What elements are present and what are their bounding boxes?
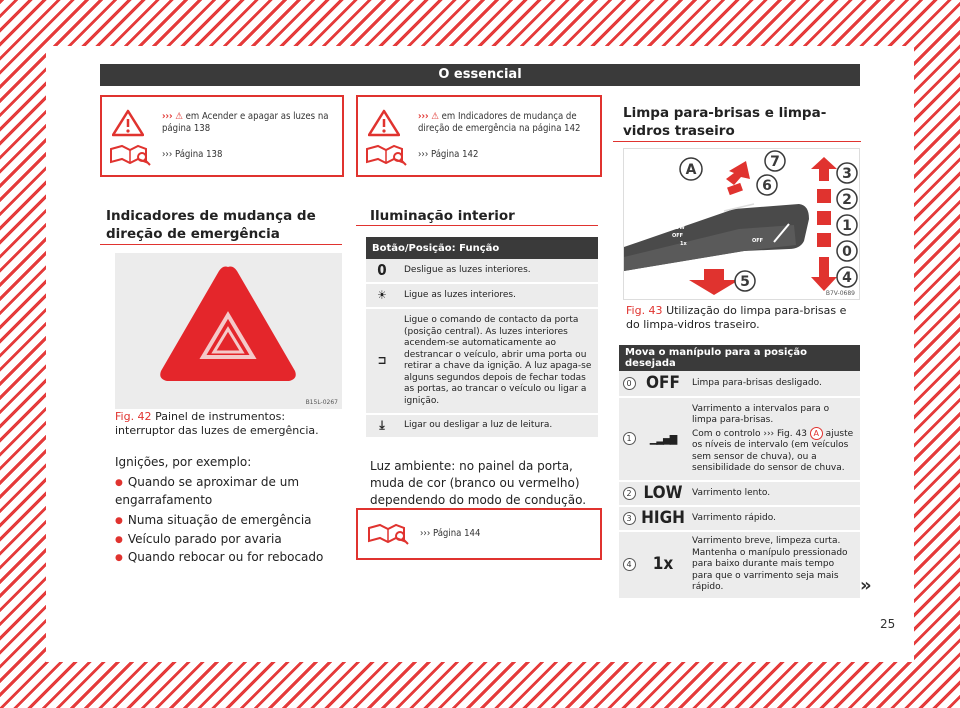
lever-off2-label: OFF [752, 238, 764, 244]
heading-rule [100, 244, 342, 245]
lever-1x-label: 1x [680, 241, 687, 247]
label-6: 6 [762, 178, 772, 194]
warning-icon-small: ⚠ [175, 111, 183, 122]
wiper-lever-image [623, 148, 860, 300]
ref-text: em Indicadores de mudança de direção de emergência na página 142 [418, 111, 581, 134]
reference-box-left [100, 95, 344, 177]
ref-arrow: ››› [418, 111, 429, 122]
figure-caption [626, 304, 862, 332]
table-row [366, 259, 598, 283]
position-1 [817, 211, 831, 225]
callout-badge-a: A [810, 427, 823, 440]
table-row [366, 283, 598, 308]
reference-box-page-144 [356, 508, 602, 560]
text-cell: Varrimento rápido. [687, 506, 860, 531]
intro-text: Ignições, por exemplo: [115, 455, 252, 469]
single-wipe-symbol: 1x [639, 531, 687, 599]
table-row [619, 397, 860, 481]
section-heading-interior-light: Iluminação interior [370, 208, 515, 224]
wiper-position-table [619, 345, 860, 600]
text-cell: Varrimento breve, limpeza curta. Mantenha o manípulo pressionado para baixo durante mais tempo para que o varrimento seja mais rápido. [687, 531, 860, 599]
list-item: ● Veículo parado por avaria [115, 531, 350, 549]
text-cell: Desligue as luzes interiores. [398, 259, 598, 283]
page-number: 25 [880, 617, 896, 631]
row-number: 4 [619, 531, 639, 599]
image-code: B15L-0267 [305, 399, 338, 406]
ref-arrow: ››› [162, 111, 173, 122]
continue-marker: » [860, 575, 872, 596]
label-1: 1 [842, 218, 852, 234]
caption-text: Painel de instrumentos: interruptor das luzes de emergência. [115, 410, 319, 437]
table-row [366, 308, 598, 414]
door-contact-icon: ⊐ [366, 308, 398, 414]
ref-text: em Acender e apagar as luzes na página 138 [162, 111, 329, 134]
book-icon [108, 143, 152, 167]
label-4: 4 [842, 270, 852, 286]
reference-link-2[interactable]: ››› Página 142 [418, 149, 479, 160]
figure-caption [115, 410, 342, 438]
low-symbol: LOW [639, 481, 687, 506]
figure-number: Fig. 42 [115, 410, 152, 423]
position-2 [817, 189, 831, 203]
row-number: 1 [619, 397, 639, 481]
book-icon [366, 522, 410, 546]
heading-rule [613, 141, 861, 142]
list-item: ● Quando rebocar ou for rebocado [115, 549, 350, 567]
arrow-down-4 [811, 257, 837, 291]
text-cell: Ligue as luzes interiores. [398, 283, 598, 308]
high-symbol: HIGH [639, 506, 687, 531]
ambient-light-text: Luz ambiente: no painel da porta, muda de cor (branco ou vermelho) dependendo do modo de condução. [370, 459, 587, 507]
marker-6 [727, 183, 743, 195]
row-number: 2 [619, 481, 639, 506]
warning-icon-small: ⚠ [431, 111, 439, 122]
image-code: B7V-0689 [825, 290, 855, 297]
table-row [619, 506, 860, 531]
text-part: Varrimento a intervalos para o limpa para-brisas. [692, 403, 830, 425]
text-cell: Varrimento lento. [687, 481, 860, 506]
table-header: Mova o manípulo para a posição desejada [619, 345, 860, 371]
text-cell: Ligue o comando de contacto da porta (posição central). As luzes interiores acendem-se automaticamente ao destrancar o veículo, abrir uma porta ou retirar a chave da ignição. A luz apaga-se alguns segundos depois de fechar todas as portas, ao trancar o veículo ou ligar a ignição. [398, 308, 598, 414]
lever-low-label: LOW [672, 225, 685, 231]
caption-text: Utilização do limpa para-brisas e do limpa-vidros traseiro. [626, 304, 847, 331]
table-row [366, 414, 598, 438]
reference-link-2[interactable]: ››› Página 138 [162, 149, 223, 160]
arrow-up-3 [811, 157, 837, 181]
table-header: Botão/Posição: Função [366, 237, 598, 259]
label-A: A [685, 162, 697, 178]
reference-link-1[interactable] [418, 111, 590, 135]
list-item: ● Numa situação de emergência [115, 512, 350, 530]
table-row [619, 481, 860, 506]
text-part: ajuste os níveis de intervalo (em veículos sem sensor de chuva), ou a sensibilidade do sensor de chuva. [692, 428, 854, 473]
row-number: 0 [619, 371, 639, 397]
heading-rule [356, 225, 598, 226]
sun-icon: ☀ [366, 283, 398, 308]
page-header: O essencial [100, 64, 860, 86]
warning-icon [112, 109, 144, 137]
lever-off-label: OFF [672, 233, 684, 239]
interval-icon: ▁▂▄▆ [639, 397, 687, 481]
reference-link-1[interactable] [162, 111, 332, 135]
reference-box-mid [356, 95, 602, 177]
hazard-switch-image [115, 253, 342, 409]
label-2: 2 [842, 192, 852, 208]
section-heading-wipers: Limpa para-brisas e limpa-vidros traseiro [623, 105, 827, 139]
reference-link[interactable]: ››› Página 144 [420, 528, 481, 539]
figure-number: Fig. 43 [626, 304, 663, 317]
book-icon [364, 143, 408, 167]
text-cell [687, 397, 860, 481]
symbol-cell: 0 [366, 259, 398, 283]
off-symbol: OFF [639, 371, 687, 397]
hazard-triangle-icon [115, 253, 342, 409]
lever-high-label: HIGH [672, 217, 687, 223]
table-row [619, 531, 860, 599]
section-heading-hazard: Indicadores de mudança de direção de emergência [106, 208, 316, 242]
row-number: 3 [619, 506, 639, 531]
interior-light-table [366, 237, 598, 439]
reading-light-icon: ⤓ [366, 414, 398, 438]
label-7: 7 [770, 154, 780, 170]
list-item: ● Quando se aproximar de um engarrafamento [115, 474, 350, 509]
position-0 [817, 233, 831, 247]
warning-icon [368, 109, 400, 137]
arrow-up-6 [726, 161, 750, 185]
text-cell: Limpa para-brisas desligado. [687, 371, 860, 397]
wiper-lever-drawing [624, 149, 861, 301]
text-cell: Ligar ou desligar a luz de leitura. [398, 414, 598, 438]
label-3: 3 [842, 166, 852, 182]
label-0: 0 [842, 244, 852, 260]
arrow-down-5 [689, 269, 739, 295]
table-row [619, 371, 860, 397]
figure-link[interactable]: Com o controlo ››› Fig. 43 [692, 428, 807, 439]
label-5: 5 [740, 274, 750, 290]
